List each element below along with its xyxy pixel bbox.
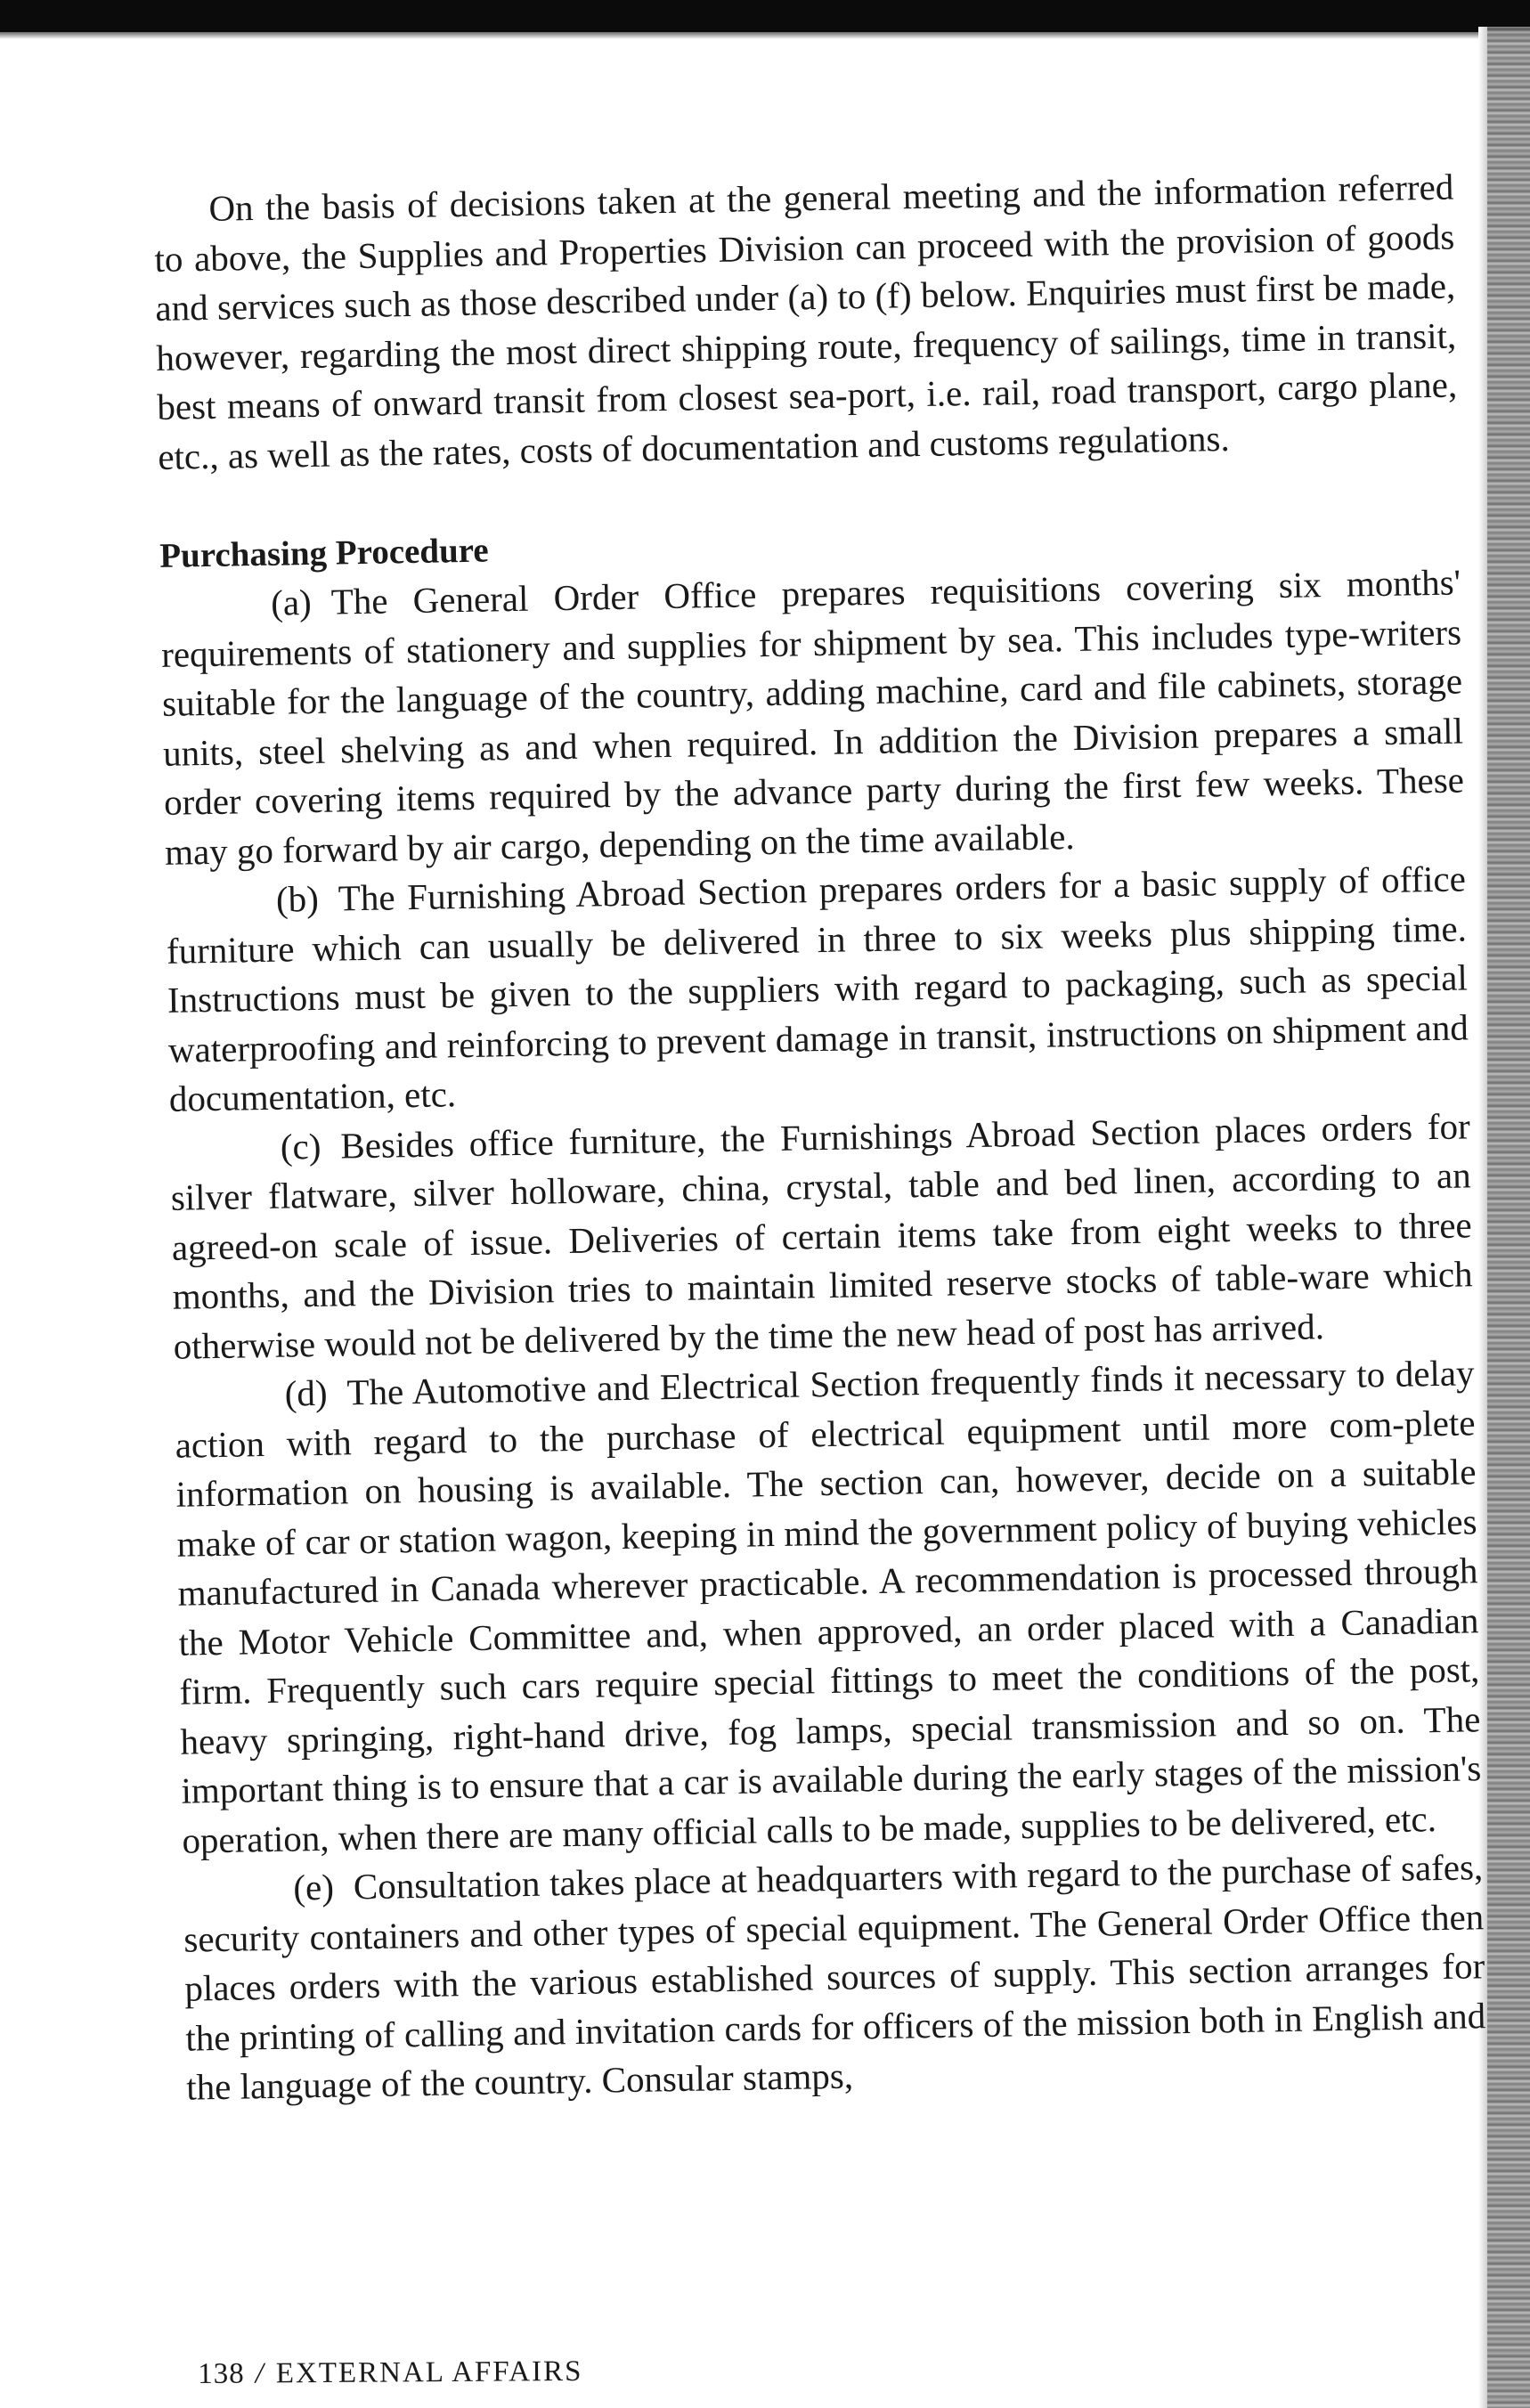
page-body [153,163,1487,2113]
item-label: (b) [275,877,320,920]
item-text: Consultation takes place at headquarters with regard to the purchase of safes, security containers and other types of special equipment. The General Order Office then places orders with the various established sources of supply. This section arranges for the printing of calling and invitation cards for officers of the mission both in English and the language of the country. Consular stamps, [183,1846,1486,2108]
footer-separator: / [255,2357,265,2390]
item-paragraph-d [174,1348,1482,1865]
intro-paragraph: On the basis of decisions taken at the general meeting and the information referred to above, the Supplies and Properties Division can proceed with the provision of goods and services such as those described under (a) to (f) below. Enquiries must first be made, however, regarding the most direct shipping route, frequency of sailings, time in transit, best means of onward transit from closest sea-port, i.e. rail, road transport, cargo plane, etc., as well as the rates, costs of documentation and customs regulations. [154,166,1458,477]
scan-top-border [0,0,1530,32]
scan-top-shadow [0,32,1530,39]
scan-right-edge [1487,27,1530,2408]
item-label: (d) [284,1371,328,1414]
section-heading: Purchasing Procedure [159,531,490,575]
item-label: (a) [270,581,313,623]
item-text: Besides office furniture, the Furnishings Abroad Section places orders for silver flatware, silver holloware, china, crystal, table and bed linen, according to an agreed-on scale of issue. Deliveries of certain items take from eight weeks to three months, and the Division tries to maintain limited reserve stocks of table-ware which otherwise would not be delivered by the time the new head of post has arrived. [170,1104,1473,1367]
item-text: The Automotive and Electrical Section frequently finds it necessary to delay action with regard to the purchase of electrical equipment until more com-plete information on housing is available. The section can, however, decide on a suitable make of car or station wagon, keeping in mind the government policy of buying vehicles manufactured in Canada wherever practicable. A recommendation is processed through the Motor Vehicle Committee and, when approved, an order placed with a Canadian firm. Frequently such cars require special fittings to meet the conditions of the post, heavy springing, right-hand drive, fog lamps, special transmission and so on. The important thing is to ensure that a car is available during the early stages of the mission's operation, when there are many official calls to be made, supplies to be delivered, etc. [175,1352,1482,1861]
item-paragraph-e [183,1843,1487,2112]
item-label: (e) [292,1866,335,1908]
item-paragraph-b [166,854,1470,1124]
item-paragraph-a [160,557,1466,876]
page-number: 138 [198,2357,245,2390]
publication-title: EXTERNAL AFFAIRS [275,2355,583,2390]
item-paragraph-c [169,1102,1474,1371]
page-footer [198,2355,583,2391]
item-label: (c) [280,1125,321,1167]
item-text: The General Order Office prepares requisitions covering six months' requirements of stationery and supplies for shipment by sea. This includes type-writers suitable for the language of the country, adding machine, card and file cabinets, storage units, steel shelving as and when required. In addition the Division prepares a small order covering items required by the advance party during the first few weeks. These may go forward by air cargo, depending on the time available. [160,561,1465,873]
item-text: The Furnishing Abroad Section prepares orders for a basic supply of office furniture which can usually be delivered in three to six weeks plus shipping time. Instructions must be given to the suppliers with regard to packaging, such as special waterproofing and reinforcing to prevent damage in transit, instructions on shipment and documentation, etc. [166,858,1469,1119]
